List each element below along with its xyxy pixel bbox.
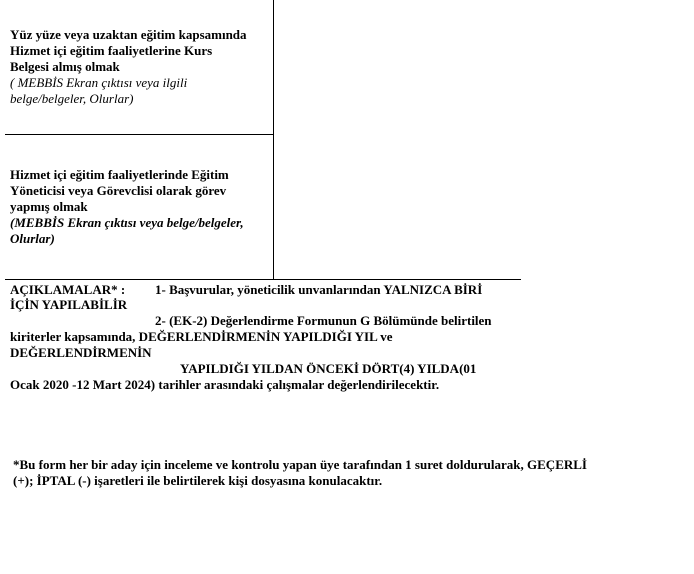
criteria-note-line: Olurlar)	[10, 231, 55, 246]
criteria-note-line: ( MEBBİS Ekran çıktısı veya ilgili	[10, 75, 188, 90]
criteria-text-line: yapmış olmak	[10, 199, 88, 214]
criteria-text-line: Hizmet içi eğitim faaliyetlerinde Eğitim	[10, 167, 229, 182]
criteria-note-line: (MEBBİS Ekran çıktısı veya belge/belgeler,	[10, 215, 244, 230]
table-vertical-divider	[273, 0, 274, 280]
criteria-note-line: belge/belgeler, Olurlar)	[10, 91, 134, 106]
explanation-item-2-cont: Ocak 2020 -12 Mart 2024) tarihler arasındaki çalışmalar değerlendirilecektir.	[10, 377, 440, 392]
explanation-item-2-cont: DEĞERLENDİRMENİN	[10, 345, 152, 360]
explanations-heading: AÇIKLAMALAR* :	[10, 282, 126, 297]
table-row-divider	[5, 134, 274, 135]
table-bottom-border	[5, 279, 521, 280]
criteria-text-line: Hizmet içi eğitim faaliyetlerine Kurs	[10, 43, 213, 58]
criteria-text-line: Yöneticisi veya Görevclisi olarak görev	[10, 183, 227, 198]
footnote-line: *Bu form her bir aday için inceleme ve kontrolu yapan üye tarafından 1 suret doldurularak, GEÇERLİ	[13, 457, 587, 472]
footnote-line: (+); İPTAL (-) işaretleri ile belirtilerek kişi dosyasına konulacaktır.	[13, 473, 383, 488]
explanation-item-2-cont: kiriterler kapsamında, DEĞERLENDİRMENİN YAPILDIĞI YIL ve	[10, 329, 393, 344]
explanation-item-2-cont: YAPILDIĞI YILDAN ÖNCEKİ DÖRT(4) YILDA(01	[180, 361, 477, 376]
explanation-item-1: 1- Başvurular, yöneticilik unvanlarından YALNIZCA BİRİ	[155, 282, 483, 297]
criteria-text-line: Yüz yüze veya uzaktan eğitim kapsamında	[10, 27, 247, 42]
explanation-item-1-cont: İÇİN YAPILABİLİR	[10, 297, 128, 312]
explanation-item-2: 2- (EK-2) Değerlendirme Formunun G Bölümünde belirtilen	[155, 313, 492, 328]
criteria-text-line: Belgesi almış olmak	[10, 59, 120, 74]
